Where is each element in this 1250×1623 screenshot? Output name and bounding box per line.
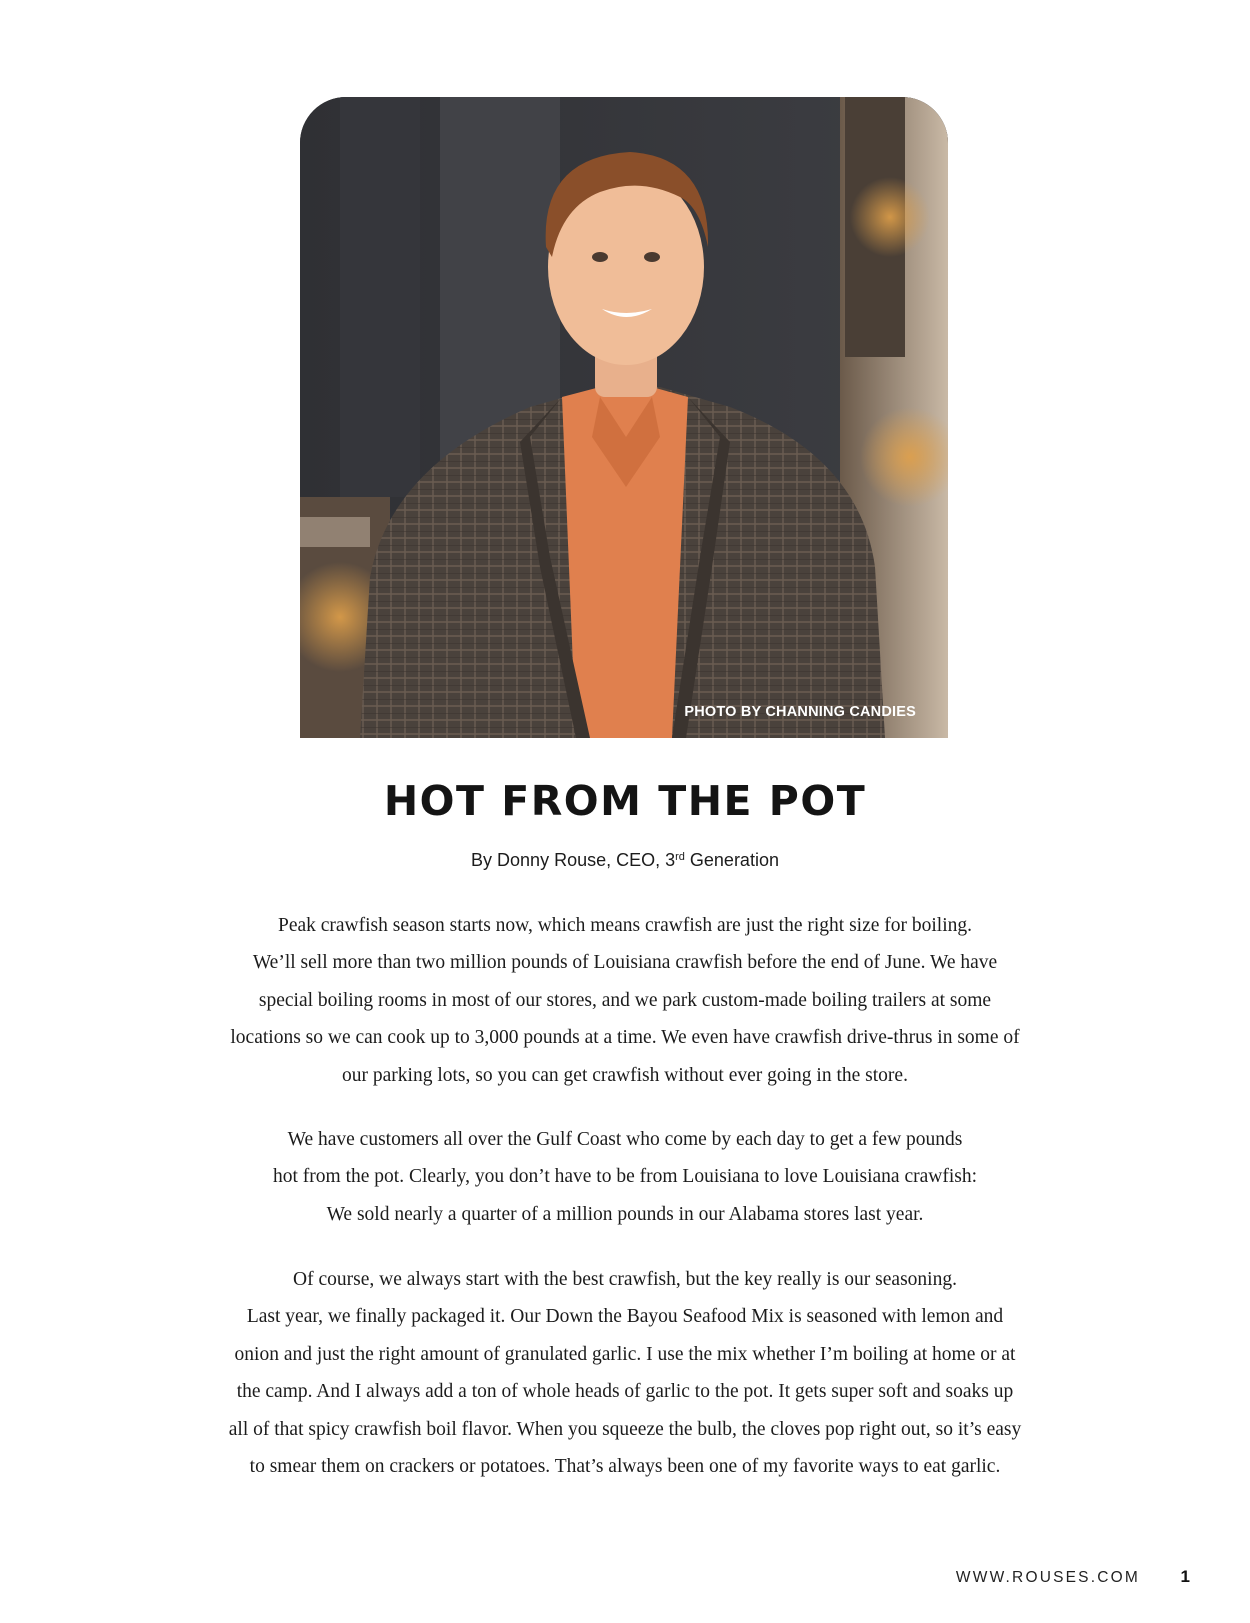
paragraph-line: all of that spicy crawfish boil flavor. When you squeeze the bulb, the cloves pop right out, so it’s easy <box>228 1418 1022 1440</box>
photo-credit: PHOTO BY CHANNING CANDIES <box>684 704 916 720</box>
paragraph-line: Peak crawfish season starts now, which means crawfish are just the right size for boiling. <box>277 915 973 936</box>
paragraph-3 <box>150 1261 1100 1485</box>
footer-website-link[interactable]: WWW.ROUSES.COM <box>955 1569 1140 1586</box>
paragraph-line: Last year, we finally packaged it. Our Down the Bayou Seafood Mix is seasoned with lemon and <box>246 1306 1004 1328</box>
byline <box>0 848 1250 872</box>
portrait-illustration <box>300 97 948 738</box>
paragraph-line: We sold nearly a quarter of a million pounds in our Alabama stores last year. <box>326 1203 924 1225</box>
paragraph-1 <box>150 907 1100 1094</box>
byline-superscript: rd <box>675 851 685 863</box>
paragraph-line: our parking lots, so you can get crawfish without ever going in the store. <box>342 1064 908 1086</box>
portrait-photo <box>300 97 948 738</box>
paragraph-line: We have customers all over the Gulf Coast who come by each day to get a few pounds <box>287 1129 963 1150</box>
paragraph-line: locations so we can cook up to 3,000 pounds at a time. We even have crawfish drive-thrus in some of <box>230 1027 1020 1049</box>
paragraph-line: onion and just the right amount of granulated garlic. I use the mix whether I’m boiling at home or at <box>234 1343 1016 1365</box>
page-number: 1 <box>1180 1567 1190 1586</box>
article-title: HOT FROM THE POT <box>383 777 867 825</box>
byline-author: By Donny Rouse, CEO, 3 <box>471 850 676 870</box>
byline-generation: Generation <box>684 850 779 870</box>
paragraph-line: the camp. And I always add a ton of whole heads of garlic to the pot. It gets super soft and soaks up <box>236 1381 1014 1403</box>
paragraph-line: hot from the pot. Clearly, you don’t have to be from Louisiana to love Louisiana crawfish: <box>273 1166 977 1188</box>
paragraph-line: to smear them on crackers or potatoes. That’s always been one of my favorite ways to eat garlic. <box>249 1456 1001 1478</box>
paragraph-2 <box>150 1121 1100 1233</box>
paragraph-line: special boiling rooms in most of our stores, and we park custom-made boiling trailers at some <box>258 989 992 1011</box>
paragraph-line: We’ll sell more than two million pounds of Louisiana crawfish before the end of June. We have <box>252 952 998 974</box>
paragraph-line: Of course, we always start with the best crawfish, but the key really is our seasoning. <box>293 1269 957 1290</box>
